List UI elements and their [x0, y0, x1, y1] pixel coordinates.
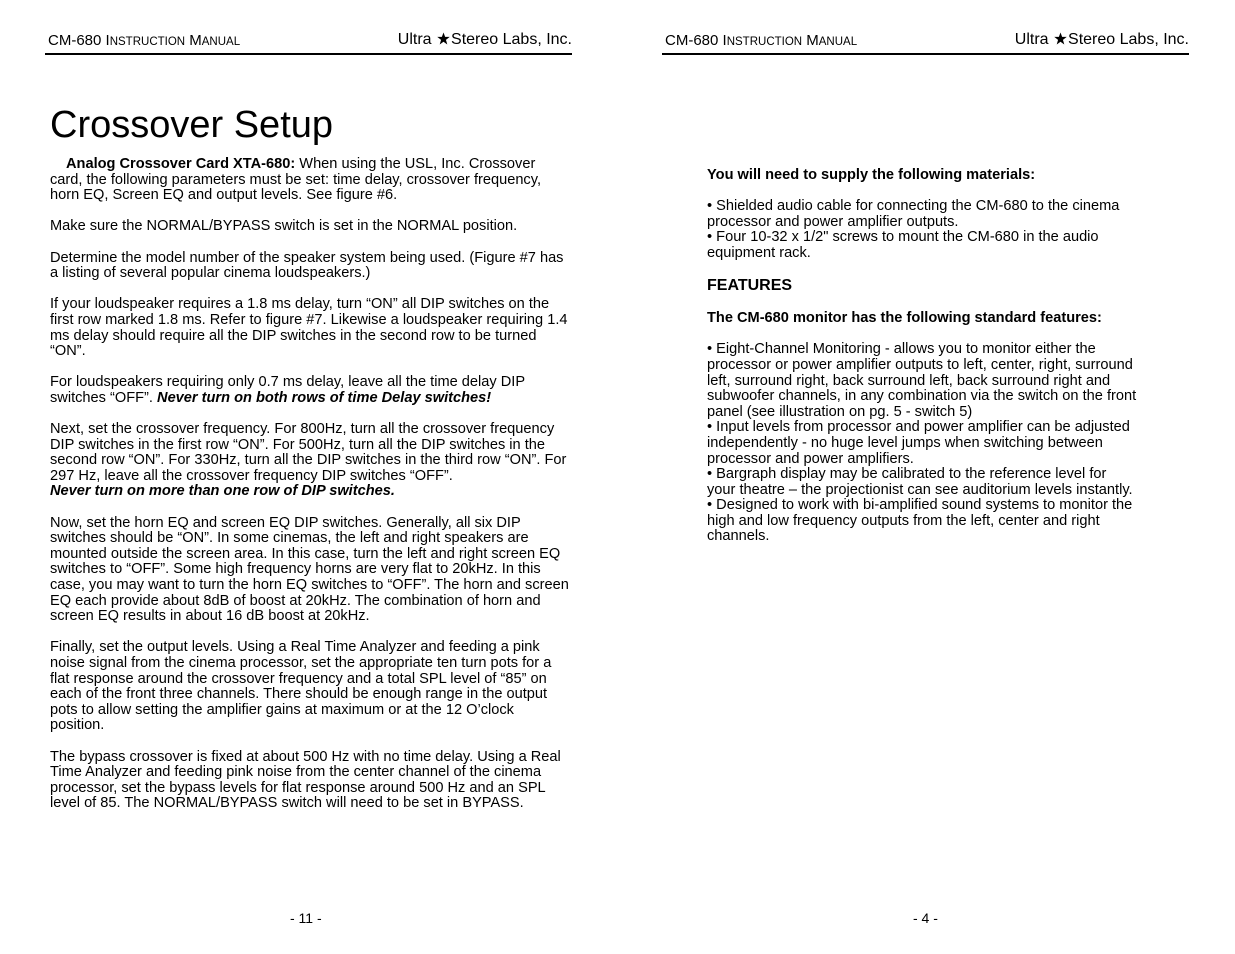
company-name: Ultra Stereo Labs, Inc.	[397, 31, 572, 48]
company-name: Ultra Stereo Labs, Inc.	[1014, 31, 1189, 48]
manual-title: CM-680 INSTRUCTION MANUAL	[665, 32, 858, 49]
warning-text: Never turn on both rows of time Delay switches!	[157, 389, 492, 406]
star-icon	[437, 32, 450, 45]
section-title: Crossover Setup	[50, 104, 334, 146]
paragraph: Determine the model number of the speaker system being used. (Figure #7 has a listing of several popular cinema loudspeakers.)	[50, 249, 564, 282]
right-page	[618, 0, 1235, 954]
page-header	[662, 31, 1189, 55]
features-list	[707, 342, 1137, 545]
list-item: • Shielded audio cable for connecting the CM-680 to the cinema processor and power amplifier outputs.	[707, 198, 1120, 230]
list-item: • Eight-Channel Monitoring - allows you to monitor either the processor or power amplifier outputs to left, center, right, surround left, surround right, back surround left, back surround right and subwoofer channels, in any combination via the switch on the front panel (see illustration on pg. 5 - switch 5)	[707, 341, 1137, 420]
body-text	[707, 168, 1137, 561]
features-subheading: The CM-680 monitor has the following standard features:	[707, 310, 1102, 327]
paragraph: Make sure the NORMAL/BYPASS switch is set in the NORMAL position.	[50, 218, 518, 235]
paragraph: The bypass crossover is fixed at about 500 Hz with no time delay. Using a Real Time Analyzer and feeding pink noise from the center channel of the cinema processor, set the bypass levels for flat response around 500 Hz and an SPL level of 85. The NORMAL/BYPASS switch will need to be set in BYPASS.	[50, 748, 561, 812]
warning-text: Never turn on more than one row of DIP switches.	[50, 483, 395, 500]
star-icon	[1054, 32, 1067, 45]
body-text	[50, 157, 570, 828]
paragraph: Finally, set the output levels. Using a Real Time Analyzer and feeding a pink noise signal from the cinema processor, set the appropriate ten turn pots for a flat response around the crossover frequency and a total SPL level of “85” on each of the front three channels. There should be enough range in the output pots to allow setting the amplifier gains at maximum or at the 12 O’clock position.	[50, 639, 552, 734]
list-item: • Four 10-32 x 1/2" screws to mount the CM-680 in the audio equipment rack.	[707, 229, 1099, 261]
paragraph: Next, set the crossover frequency. For 800Hz, turn all the crossover frequency DIP switches in the first row “ON”. For 500Hz, turn all the DIP switches in the second row “ON”. For 330Hz, turn all the DIP switches in the third row “ON”. For 297 Hz, leave all the crossover frequency DIP switches “OFF”. Never turn on more than one row of DIP switches.	[50, 421, 567, 500]
paragraph: For loudspeakers requiring only 0.7 ms delay, leave all the time delay DIP switches “OFF”. Never turn on both rows of time Delay switches!	[50, 374, 525, 406]
paragraph: Now, set the horn EQ and screen EQ DIP switches. Generally, all six DIP switches should be “ON”. In some cinemas, the left and right speakers are mounted outside the screen area. In this case, turn the left and right screen EQ switches to “OFF”. Some high frequency horns are very flat to 20kHz. In this case, you may want to turn the horn EQ switches to “OFF”. The horn and screen EQ each provide about 8dB of boost at 20kHz. The combination of horn and screen EQ results in about 16 dB boost at 20kHz.	[50, 514, 569, 625]
page-number: - 4 -	[913, 910, 938, 926]
list-item: • Bargraph display may be calibrated to the reference level for your theatre – the projectionist can see auditorium levels instantly.	[707, 466, 1133, 498]
list-item: • Input levels from processor and power amplifier can be adjusted independently - no huge level jumps when switching between processor and power amplifiers.	[707, 419, 1130, 467]
paragraph: Analog Crossover Card XTA-680: When using the USL, Inc. Crossover card, the following parameters must be set: time delay, crossover frequency, horn EQ, Screen EQ and output levels. See figure #6.	[50, 156, 541, 204]
materials-list	[707, 199, 1137, 261]
features-heading: FEATURES	[707, 277, 793, 295]
manual-title: CM-680 INSTRUCTION MANUAL	[48, 32, 241, 49]
materials-heading: You will need to supply the following materials:	[707, 167, 1036, 183]
list-item: • Designed to work with bi-amplified sound systems to monitor the high and low frequency outputs from the left, center and right channels.	[707, 497, 1133, 545]
page-number: - 11 -	[290, 910, 322, 926]
paragraph: If your loudspeaker requires a 1.8 ms delay, turn “ON” all DIP switches on the first row marked 1.8 ms. Refer to figure #7. Likewise a loudspeaker requiring 1.4 ms delay should require all the DIP switches in the second row to be turned “ON”.	[50, 296, 568, 360]
page-header	[45, 31, 572, 55]
